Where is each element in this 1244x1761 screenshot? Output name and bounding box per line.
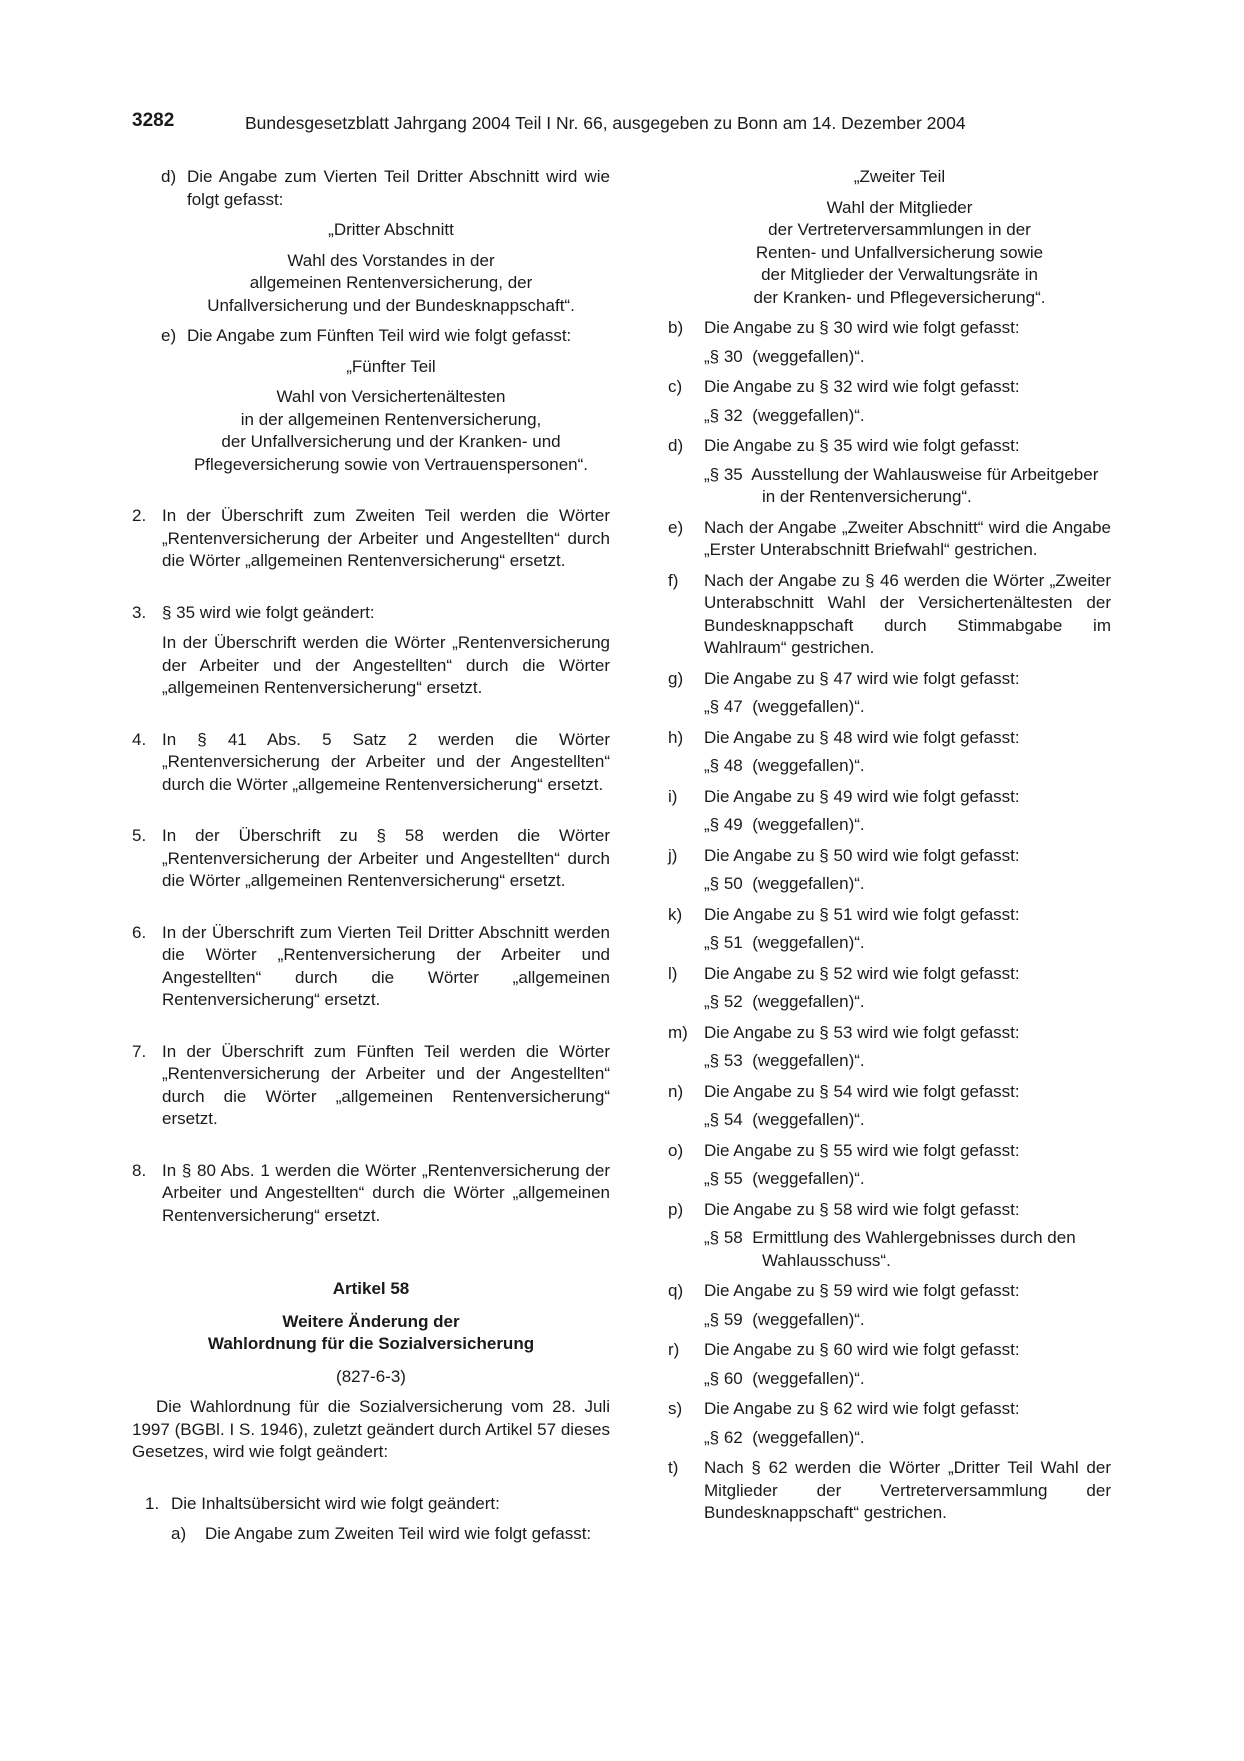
list-item xyxy=(668,570,1111,660)
right-column xyxy=(668,166,1111,1525)
item-text: Nach der Angabe zu § 46 werden die Wörter „Zweiter Unterabschnitt Wahl der Versichertenältesten der Bundesknappschaft durch Stimmabgabe im Wahlraum“ gestrichen. xyxy=(704,570,1111,657)
item-text: In der Überschrift werden die Wörter „Rentenversicherung der Arbeiter und der Angestellten“ durch die Wörter „allgemeinen Rentenversicherung“ ersetzt. xyxy=(162,633,610,697)
quote-line: „Fünfter Teil xyxy=(346,356,436,376)
replacement-text: „§ 48 (weggefallen)“. xyxy=(704,756,865,775)
item-marker: d) xyxy=(161,167,177,186)
item-text: Die Angabe zu § 52 wird wie folgt gefasst: xyxy=(704,963,1020,983)
list-item xyxy=(668,1081,1111,1132)
list-item xyxy=(668,727,1111,778)
quoted-heading xyxy=(668,166,1111,309)
replacement-text: „§ 32 (weggefallen)“. xyxy=(704,405,865,425)
list-item xyxy=(668,845,1111,896)
item-text: Die Inhaltsübersicht wird wie folgt geändert: xyxy=(171,1493,500,1513)
item-text: In der Überschrift zu § 58 werden die Wörter „Rentenversicherung der Arbeiter und Angestellten“ durch die Wörter „allgemeinen Rentenversicherung“ ersetzt. xyxy=(162,826,610,890)
item-marker: n) xyxy=(668,1081,684,1101)
list-item-8 xyxy=(132,1160,610,1228)
item-text: Die Angabe zu § 32 wird wie folgt gefasst: xyxy=(704,377,1020,396)
item-text: Nach der Angabe „Zweiter Abschnitt“ wird die Angabe „Erster Unterabschnitt Briefwahl“ gestrichen. xyxy=(704,517,1111,559)
item-marker: p) xyxy=(668,1199,684,1219)
item-marker: f) xyxy=(668,570,679,590)
list-item xyxy=(668,668,1111,719)
item-text: Die Angabe zu § 55 wird wie folgt gefasst: xyxy=(704,1140,1020,1160)
item-text: In § 80 Abs. 1 werden die Wörter „Rentenversicherung der Arbeiter und Angestellten“ durch die Wörter „allgemeinen Rentenversicherung“ ersetzt. xyxy=(162,1160,610,1225)
replacement-text: „§ 60 (weggefallen)“. xyxy=(704,1368,865,1388)
list-item-3 xyxy=(132,602,610,700)
list-item xyxy=(668,1199,1111,1273)
list-item-7 xyxy=(132,1041,610,1131)
quoted-heading xyxy=(132,356,610,477)
quote-line: Wahl von Versichertenältesten xyxy=(276,387,506,406)
item-marker: d) xyxy=(668,436,684,455)
quote-line: Pflegeversicherung sowie von Vertrauenspersonen“. xyxy=(193,454,589,474)
item-marker: 1. xyxy=(145,1493,160,1513)
quote-line: „Dritter Abschnitt xyxy=(328,220,454,239)
item-text: In der Überschrift zum Fünften Teil werden die Wörter „Rentenversicherung der Arbeiter und der Angestellten“ durch die Wörter „allgemeinen Rentenversicherung“ ersetzt. xyxy=(162,1041,610,1128)
replacement-text: „§ 55 (weggefallen)“. xyxy=(704,1169,865,1188)
replacement-text: „§ 53 (weggefallen)“. xyxy=(704,1051,865,1070)
quote-line: der Kranken- und Pflegeversicherung“. xyxy=(753,287,1046,307)
list-item-d xyxy=(132,166,610,211)
item-text: Die Angabe zu § 54 wird wie folgt gefasst: xyxy=(704,1081,1020,1101)
item-text: Die Angabe zu § 58 wird wie folgt gefasst: xyxy=(704,1199,1020,1219)
item-text: Die Angabe zu § 49 wird wie folgt gefasst: xyxy=(704,786,1020,806)
list-item xyxy=(668,1457,1111,1525)
list-item xyxy=(668,376,1111,427)
list-item xyxy=(668,786,1111,837)
list-item-6 xyxy=(132,922,610,1012)
running-head: Bundesgesetzblatt Jahrgang 2004 Teil I Nr. 66, ausgegeben zu Bonn am 14. Dezember 2004 xyxy=(245,113,966,133)
article-title: Artikel 58 xyxy=(332,1279,410,1298)
replacement-text: „§ 59 (weggefallen)“. xyxy=(704,1309,865,1329)
item-text: Die Angabe zum Zweiten Teil wird wie folgt gefasst: xyxy=(205,1524,592,1543)
quote-line: Unfallversicherung und der Bundesknappschaft“. xyxy=(207,295,575,315)
item-text: Die Angabe zu § 50 wird wie folgt gefasst: xyxy=(704,845,1020,865)
item-marker: h) xyxy=(668,727,684,747)
item-text: Die Angabe zu § 60 wird wie folgt gefasst: xyxy=(704,1340,1020,1359)
quote-line: Wahl der Mitglieder xyxy=(826,197,973,217)
list-item-2 xyxy=(132,505,610,573)
item-marker: 2. xyxy=(132,506,147,525)
item-marker: j) xyxy=(668,845,678,865)
replacement-text: „§ 35 Ausstellung der Wahlausweise für Arbeitgeber in der Rentenversicherung“. xyxy=(704,464,1104,506)
item-marker: o) xyxy=(668,1140,684,1160)
list-item-e xyxy=(132,325,610,348)
item-marker: 3. xyxy=(132,602,147,622)
item-marker: c) xyxy=(668,377,683,396)
item-marker: l) xyxy=(668,963,678,983)
list-item-1 xyxy=(132,1493,610,1516)
list-item xyxy=(668,1022,1111,1073)
item-marker: k) xyxy=(668,904,683,924)
amendment-list xyxy=(668,317,1111,1525)
list-item xyxy=(668,963,1111,1014)
replacement-text: „§ 62 (weggefallen)“. xyxy=(704,1427,865,1447)
replacement-text: „§ 47 (weggefallen)“. xyxy=(704,697,865,716)
replacement-text: „§ 49 (weggefallen)“. xyxy=(704,815,865,834)
replacement-text: „§ 54 (weggefallen)“. xyxy=(704,1110,865,1129)
item-marker: q) xyxy=(668,1281,684,1300)
quote-line: Renten- und Unfallversicherung sowie xyxy=(755,242,1044,262)
replacement-text: „§ 52 (weggefallen)“. xyxy=(704,992,865,1011)
item-text: In der Überschrift zum Vierten Teil Dritter Abschnitt werden die Wörter „Rentenversicherung der Arbeiter und Angestellten“ durch die Wörter „allgemeinen Rentenversicherung“ ersetzt. xyxy=(162,922,610,1009)
quote-line: der Unfallversicherung und der Kranken- und xyxy=(221,432,561,451)
replacement-text: „§ 51 (weggefallen)“. xyxy=(704,933,865,952)
item-marker: e) xyxy=(668,517,684,537)
item-marker: 4. xyxy=(132,729,147,749)
article-code: (827-6-3) xyxy=(336,1366,406,1386)
item-text: Die Angabe zu § 35 wird wie folgt gefasst: xyxy=(704,436,1020,455)
item-marker: r) xyxy=(668,1340,680,1359)
replacement-text: „§ 30 (weggefallen)“. xyxy=(704,346,865,366)
list-item xyxy=(668,517,1111,562)
item-text: Die Angabe zu § 30 wird wie folgt gefasst: xyxy=(704,318,1020,337)
item-text: Die Angabe zu § 51 wird wie folgt gefasst: xyxy=(704,904,1020,924)
item-marker: 5. xyxy=(132,826,147,845)
list-item-1a xyxy=(132,1523,610,1546)
item-marker: g) xyxy=(668,668,684,688)
article-subtitle: Weitere Änderung der xyxy=(282,1311,460,1331)
item-text: Die Angabe zu § 47 wird wie folgt gefasst: xyxy=(704,668,1020,688)
list-item-5 xyxy=(132,825,610,893)
item-marker: i) xyxy=(668,786,678,806)
item-text: Die Angabe zu § 53 wird wie folgt gefasst: xyxy=(704,1022,1020,1042)
list-item xyxy=(668,1140,1111,1191)
list-item xyxy=(668,1398,1111,1449)
list-item-4 xyxy=(132,729,610,797)
quote-line: in der allgemeinen Rentenversicherung, xyxy=(240,409,542,429)
page-number: 3282 xyxy=(132,110,175,131)
quote-line: der Mitglieder der Verwaltungsräte in xyxy=(761,265,1038,284)
item-marker: 8. xyxy=(132,1160,147,1180)
item-marker: 7. xyxy=(132,1041,147,1061)
article-intro: Die Wahlordnung für die Sozialversicherung vom 28. Juli 1997 (BGBl. I S. 1946), zuletzt geändert durch Artikel 57 dieses Gesetzes, wird wie folgt geändert: xyxy=(132,1397,610,1461)
item-marker: e) xyxy=(161,326,177,345)
replacement-text: „§ 50 (weggefallen)“. xyxy=(704,874,865,893)
item-text: Nach § 62 werden die Wörter „Dritter Teil Wahl der Mitglieder der Vertreterversammlung der Bundesknappschaft“ gestrichen. xyxy=(704,1458,1111,1522)
item-marker: t) xyxy=(668,1458,679,1477)
item-text: Die Angabe zu § 62 wird wie folgt gefasst: xyxy=(704,1399,1020,1418)
quote-line: der Vertreterversammlungen in der xyxy=(768,220,1031,239)
item-marker: b) xyxy=(668,318,684,337)
item-marker: s) xyxy=(668,1399,683,1418)
list-item xyxy=(668,317,1111,368)
list-item xyxy=(668,904,1111,955)
item-marker: 6. xyxy=(132,922,147,942)
list-item xyxy=(668,1339,1111,1390)
list-item xyxy=(668,1280,1111,1331)
article-subtitle: Wahlordnung für die Sozialversicherung xyxy=(207,1334,535,1353)
item-text: Die Angabe zu § 59 wird wie folgt gefasst: xyxy=(704,1281,1020,1300)
item-marker: a) xyxy=(171,1524,187,1543)
quote-line: „Zweiter Teil xyxy=(853,167,946,186)
item-marker: m) xyxy=(668,1022,688,1042)
item-text: Die Angabe zum Fünften Teil wird wie folgt gefasst: xyxy=(187,326,572,345)
item-text: Die Angabe zum Vierten Teil Dritter Abschnitt wird wie folgt gefasst: xyxy=(187,167,610,209)
item-text: In § 41 Abs. 5 Satz 2 werden die Wörter „Rentenversicherung der Arbeiter und der Angestellten“ durch die Wörter „allgemeine Rentenversicherung“ ersetzt. xyxy=(162,729,610,794)
article-heading xyxy=(132,1278,610,1388)
replacement-text: „§ 58 Ermittlung des Wahlergebnisses durch den Wahlausschuss“. xyxy=(704,1228,1081,1270)
quote-line: allgemeinen Rentenversicherung, der xyxy=(249,273,533,292)
item-text: In der Überschrift zum Zweiten Teil werden die Wörter „Rentenversicherung der Arbeiter und Angestellten“ durch die Wörter „allgemeinen Rentenversicherung“ ersetzt. xyxy=(162,506,610,570)
item-text: Die Angabe zu § 48 wird wie folgt gefasst: xyxy=(704,727,1020,747)
quoted-heading xyxy=(132,219,610,317)
left-column xyxy=(132,166,610,1546)
list-item xyxy=(668,435,1111,509)
quote-line: Wahl des Vorstandes in der xyxy=(287,250,495,270)
item-text: § 35 wird wie folgt geändert: xyxy=(162,602,375,622)
